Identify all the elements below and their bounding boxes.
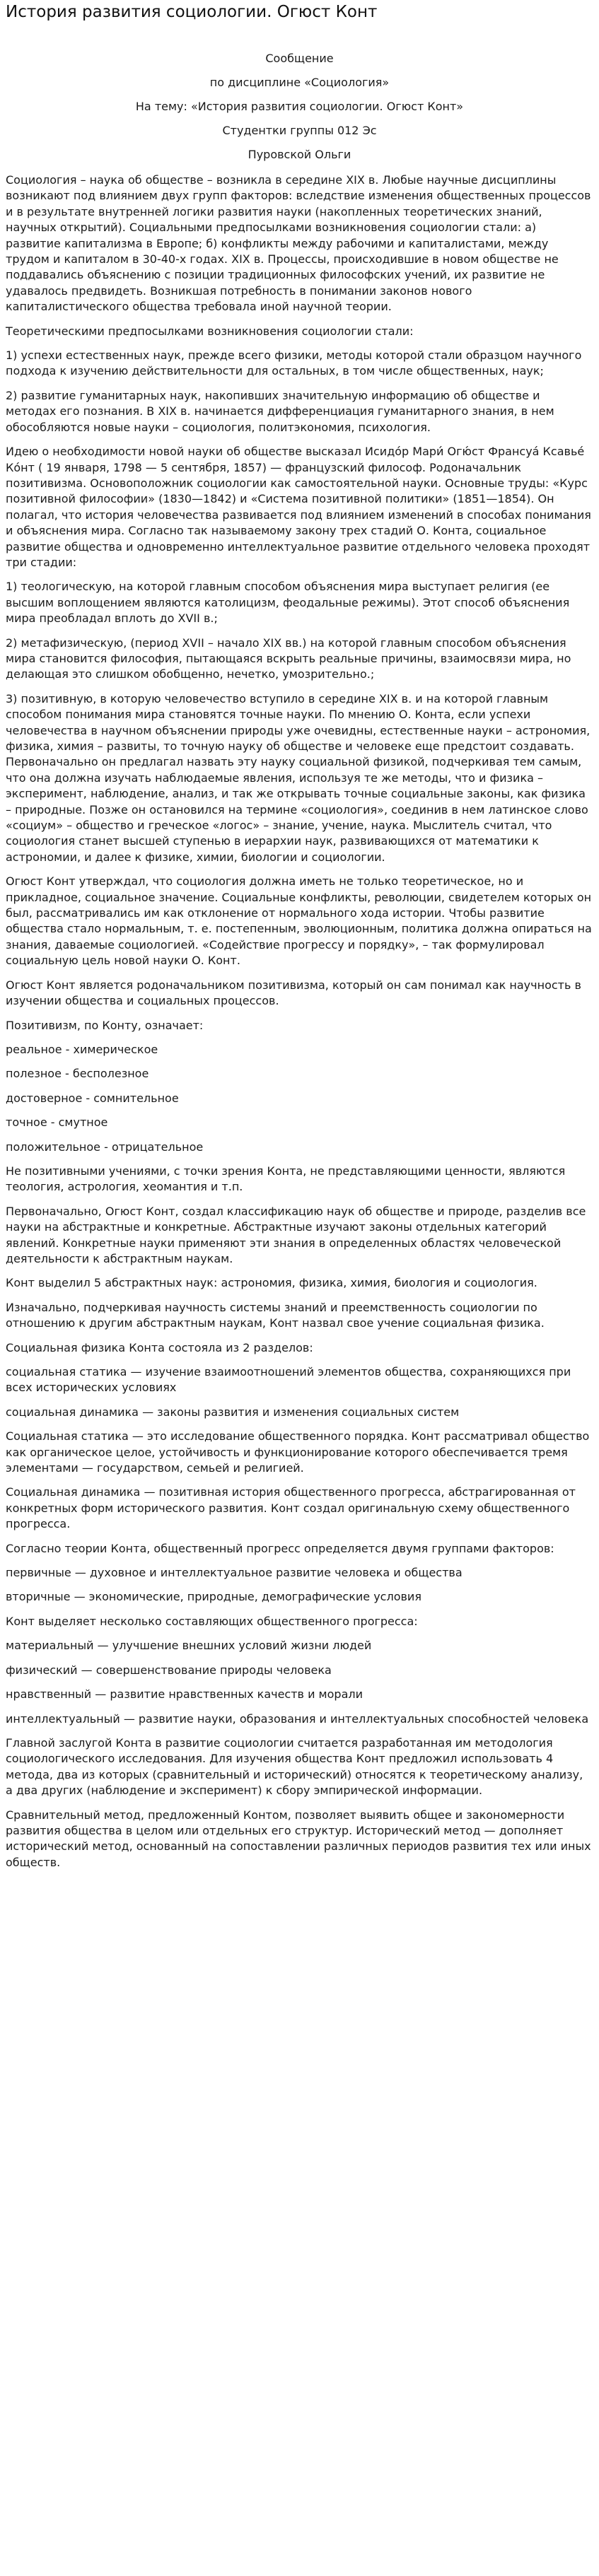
- paragraph: Теоретическими предпосылками возникновения социологии стали:: [6, 324, 414, 338]
- paragraph: точное - смутное: [6, 1116, 108, 1130]
- paragraph: 1) теологическую, на которой главным способом объяснения мира выступает религия (ее высшим воплощением являются католицизм, феодальные режимы). Этот способ объяснения мира преобладал вплоть до XVII в.;: [6, 580, 570, 626]
- paragraph: Социология – наука об обществе – возникла в середине XIX в. Любые научные дисциплины возникают под влиянием двух групп факторов: вследствие изменения общественных процессов и в результате внутренней логики развития науки (накопленных теоретических знаний, научных открытий). Социальными предпосылками возникновения социологии стали: а) развитие капитализма в Европе; б) конфликты между рабочими и капиталистами, между трудом и капиталом в 30-40-х годах. XIX в. Процессы, происходившие в новом обществе не поддавались объяснению с позиции традиционных философских учений, их развитие не удавалось предвидеть. Возникшая потребность в понимании законов нового капиталистического общества требовала иной научной теории.: [6, 173, 591, 314]
- paragraph: социальная динамика — законы развития и изменения социальных систем: [6, 1405, 460, 1419]
- paragraph: социальная статика — изучение взаимоотношений элементов общества, сохраняющихся при всех исторических условиях: [6, 1365, 571, 1395]
- paragraph: Изначально, подчеркивая научность системы знаний и преемственность социологии по отношению к другим абстрактным наукам, Конт назвал свое учение социальная физика.: [6, 1300, 545, 1330]
- paragraph: положительное - отрицательное: [6, 1140, 204, 1154]
- paragraph: Огюст Конт утверждал, что социология должна иметь не только теоретическое, но и прикладное, социальное значение. Социальные конфликты, революции, свидетелем которых он был, рассматривались им как отклонение от нормального хода истории. Чтобы развитие общества стало нормальным, т. е. постепенным, эволюционным, политика должна опираться на знания, даваемые социологией. «Содействие прогрессу и порядку», – так формулировал социальную цель новой науки О. Конт.: [6, 874, 592, 968]
- paragraph: Социальная статика — это исследование общественного порядка. Конт рассматривал общество как органическое целое, устойчивость и функционирование которого обеспечивается тремя элементами — государством, семьей и религией.: [6, 1429, 590, 1475]
- paragraph: 2) метафизическую, (период XVII – начало XIX вв.) на которой главным способом объяснения мира становится философия, пытающаяся вскрыть реальные причины, взаимосвязи мира, но делающая это слишком обобщенно, нечетко, умозрительно.;: [6, 636, 571, 681]
- paragraph: физический — совершенствование природы человека: [6, 1663, 332, 1677]
- header-line: по дисциплине «Социология»: [209, 76, 390, 89]
- document-body: [6, 172, 593, 1870]
- paragraph: достоверное - сомнительное: [6, 1091, 179, 1105]
- paragraph: полезное - бесполезное: [6, 1067, 149, 1081]
- paragraph: первичные — духовное и интеллектуальное развитие человека и общества: [6, 1566, 463, 1580]
- paragraph: нравственный — развитие нравственных качеств и морали: [6, 1687, 363, 1702]
- paragraph: Огюст Конт является родоначальником позитивизма, который он сам понимал как научность в изучении общества и социальных процессов.: [6, 978, 581, 1008]
- paragraph: 2) развитие гуманитарных наук, накопивших значительную информацию об обществе и методах его познания. В XIX в. начинается дифференциация гуманитарного знания, в нем обособляются новые науки – социология, политэкономия, психология.: [6, 388, 554, 434]
- paragraph: Идею о необходимости новой науки об обществе высказал Исидо́р Мари́ Огю́ст Франсуа́ Ксавье́ Ко́нт ( 19 января, 1798 — 5 сентября, 1857) — французский философ. Родоначальник позитивизма. Основоположник социологии как самостоятельной науки. Основные труды: «Курс позитивной философии» (1830—1842) и «Система позитивной политики» (1851—1854). Он полагал, что история человечества развивается под влиянием изменений в способах понимания и объяснения мира. Согласно так называемому закону трех стадий О. Конта, социальное развитие общества и одновременно интеллектуальное развитие отдельного человека проходят три стадии:: [6, 445, 591, 569]
- title-block: [6, 51, 593, 163]
- header-line: Пуровской Ольги: [248, 148, 351, 161]
- paragraph: 3) позитивную, в которую человечество вступило в середине XIX в. и на которой главным способом понимания мира становятся точные науки. По мнению О. Конта, если успехи человечества в научном объяснении природы уже очевидны, естественные науки – астрономия, физика, химия – развиты, то точную науку об обществе и человеке еще предстоит создавать. Первоначально он предлагал назвать эту науку социальной физикой, подчеркивая тем самым, что она должна изучать наблюдаемые явления, используя те же методы, что и физика – эксперимент, наблюдение, анализ, и так же открывать точные социальные законы, как физика – природные. Позже он остановился на термине «социология», соединив в нем латинское слово «социум» – общество и греческое «логос» – знание, учение, наука. Мыслитель считал, что социология станет высшей ступенью в иерархии наук, развивающихся от математики к астрономии, и далее к физике, химии, биологии и социологии.: [6, 691, 591, 864]
- document-title: История развития социологии. Огюст Конт: [6, 3, 378, 21]
- paragraph: Конт выделил 5 абстрактных наук: астрономия, физика, химия, биология и социология.: [6, 1276, 537, 1290]
- header-line: Сообщение: [265, 52, 334, 65]
- paragraph: Социальная динамика — позитивная история общественного прогресса, абстрагированная от конкретных форм исторического развития. Конт создал оригинальную схему общественного прогресса.: [6, 1485, 576, 1531]
- paragraph: реальное - химерическое: [6, 1042, 158, 1056]
- header-line: На тему: «История развития социологии. Огюст Конт»: [135, 100, 464, 113]
- paragraph: вторичные — экономические, природные, демографические условия: [6, 1590, 421, 1604]
- paragraph: Сравнительный метод, предложенный Контом, позволяет выявить общее и закономерности развития общества в целом или отдельных его структур. Исторический метод — дополняет исторический метод, основанный на сопоставлении различных периодов развития тех или иных обществ.: [6, 1808, 591, 1869]
- paragraph: Социальная физика Конта состояла из 2 разделов:: [6, 1340, 313, 1354]
- paragraph: Главной заслугой Конта в развитие социологии считается разработанная им методология социологического исследования. Для изучения общества Конт предложил использовать 4 метода, два из которых (сравнительный и исторический) относятся к теоретическому анализу, а два других (наблюдение и эксперимент) к сбору эмпирической информации.: [6, 1735, 583, 1798]
- paragraph: Не позитивными учениями, с точки зрения Конта, не представляющими ценности, являются теология, астрология, хеомантия и т.п.: [6, 1164, 566, 1194]
- header-line: Студентки группы 012 Эс: [222, 124, 377, 137]
- paragraph: Согласно теории Конта, общественный прогресс определяется двумя группами факторов:: [6, 1541, 554, 1555]
- paragraph: Конт выделяет несколько составляющих общественного прогресса:: [6, 1614, 418, 1628]
- paragraph: Первоначально, Огюст Конт, создал классификацию наук об обществе и природе, разделив все науки на абстрактные и конкретные. Абстрактные изучают законы отдельных категорий явлений. Конкретные науки применяют эти знания в определенных областях человеческой деятельности к абстрактным наукам.: [6, 1204, 586, 1265]
- paragraph: 1) успехи естественных наук, прежде всего физики, методы которой стали образцом научного подхода к изучению действительности для остальных, в том числе общественных, наук;: [6, 349, 582, 378]
- paragraph: Позитивизм, по Конту, означает:: [6, 1018, 204, 1032]
- paragraph: интеллектуальный — развитие науки, образования и интеллектуальных способностей человека: [6, 1711, 589, 1726]
- paragraph: материальный — улучшение внешних условий жизни людей: [6, 1639, 372, 1653]
